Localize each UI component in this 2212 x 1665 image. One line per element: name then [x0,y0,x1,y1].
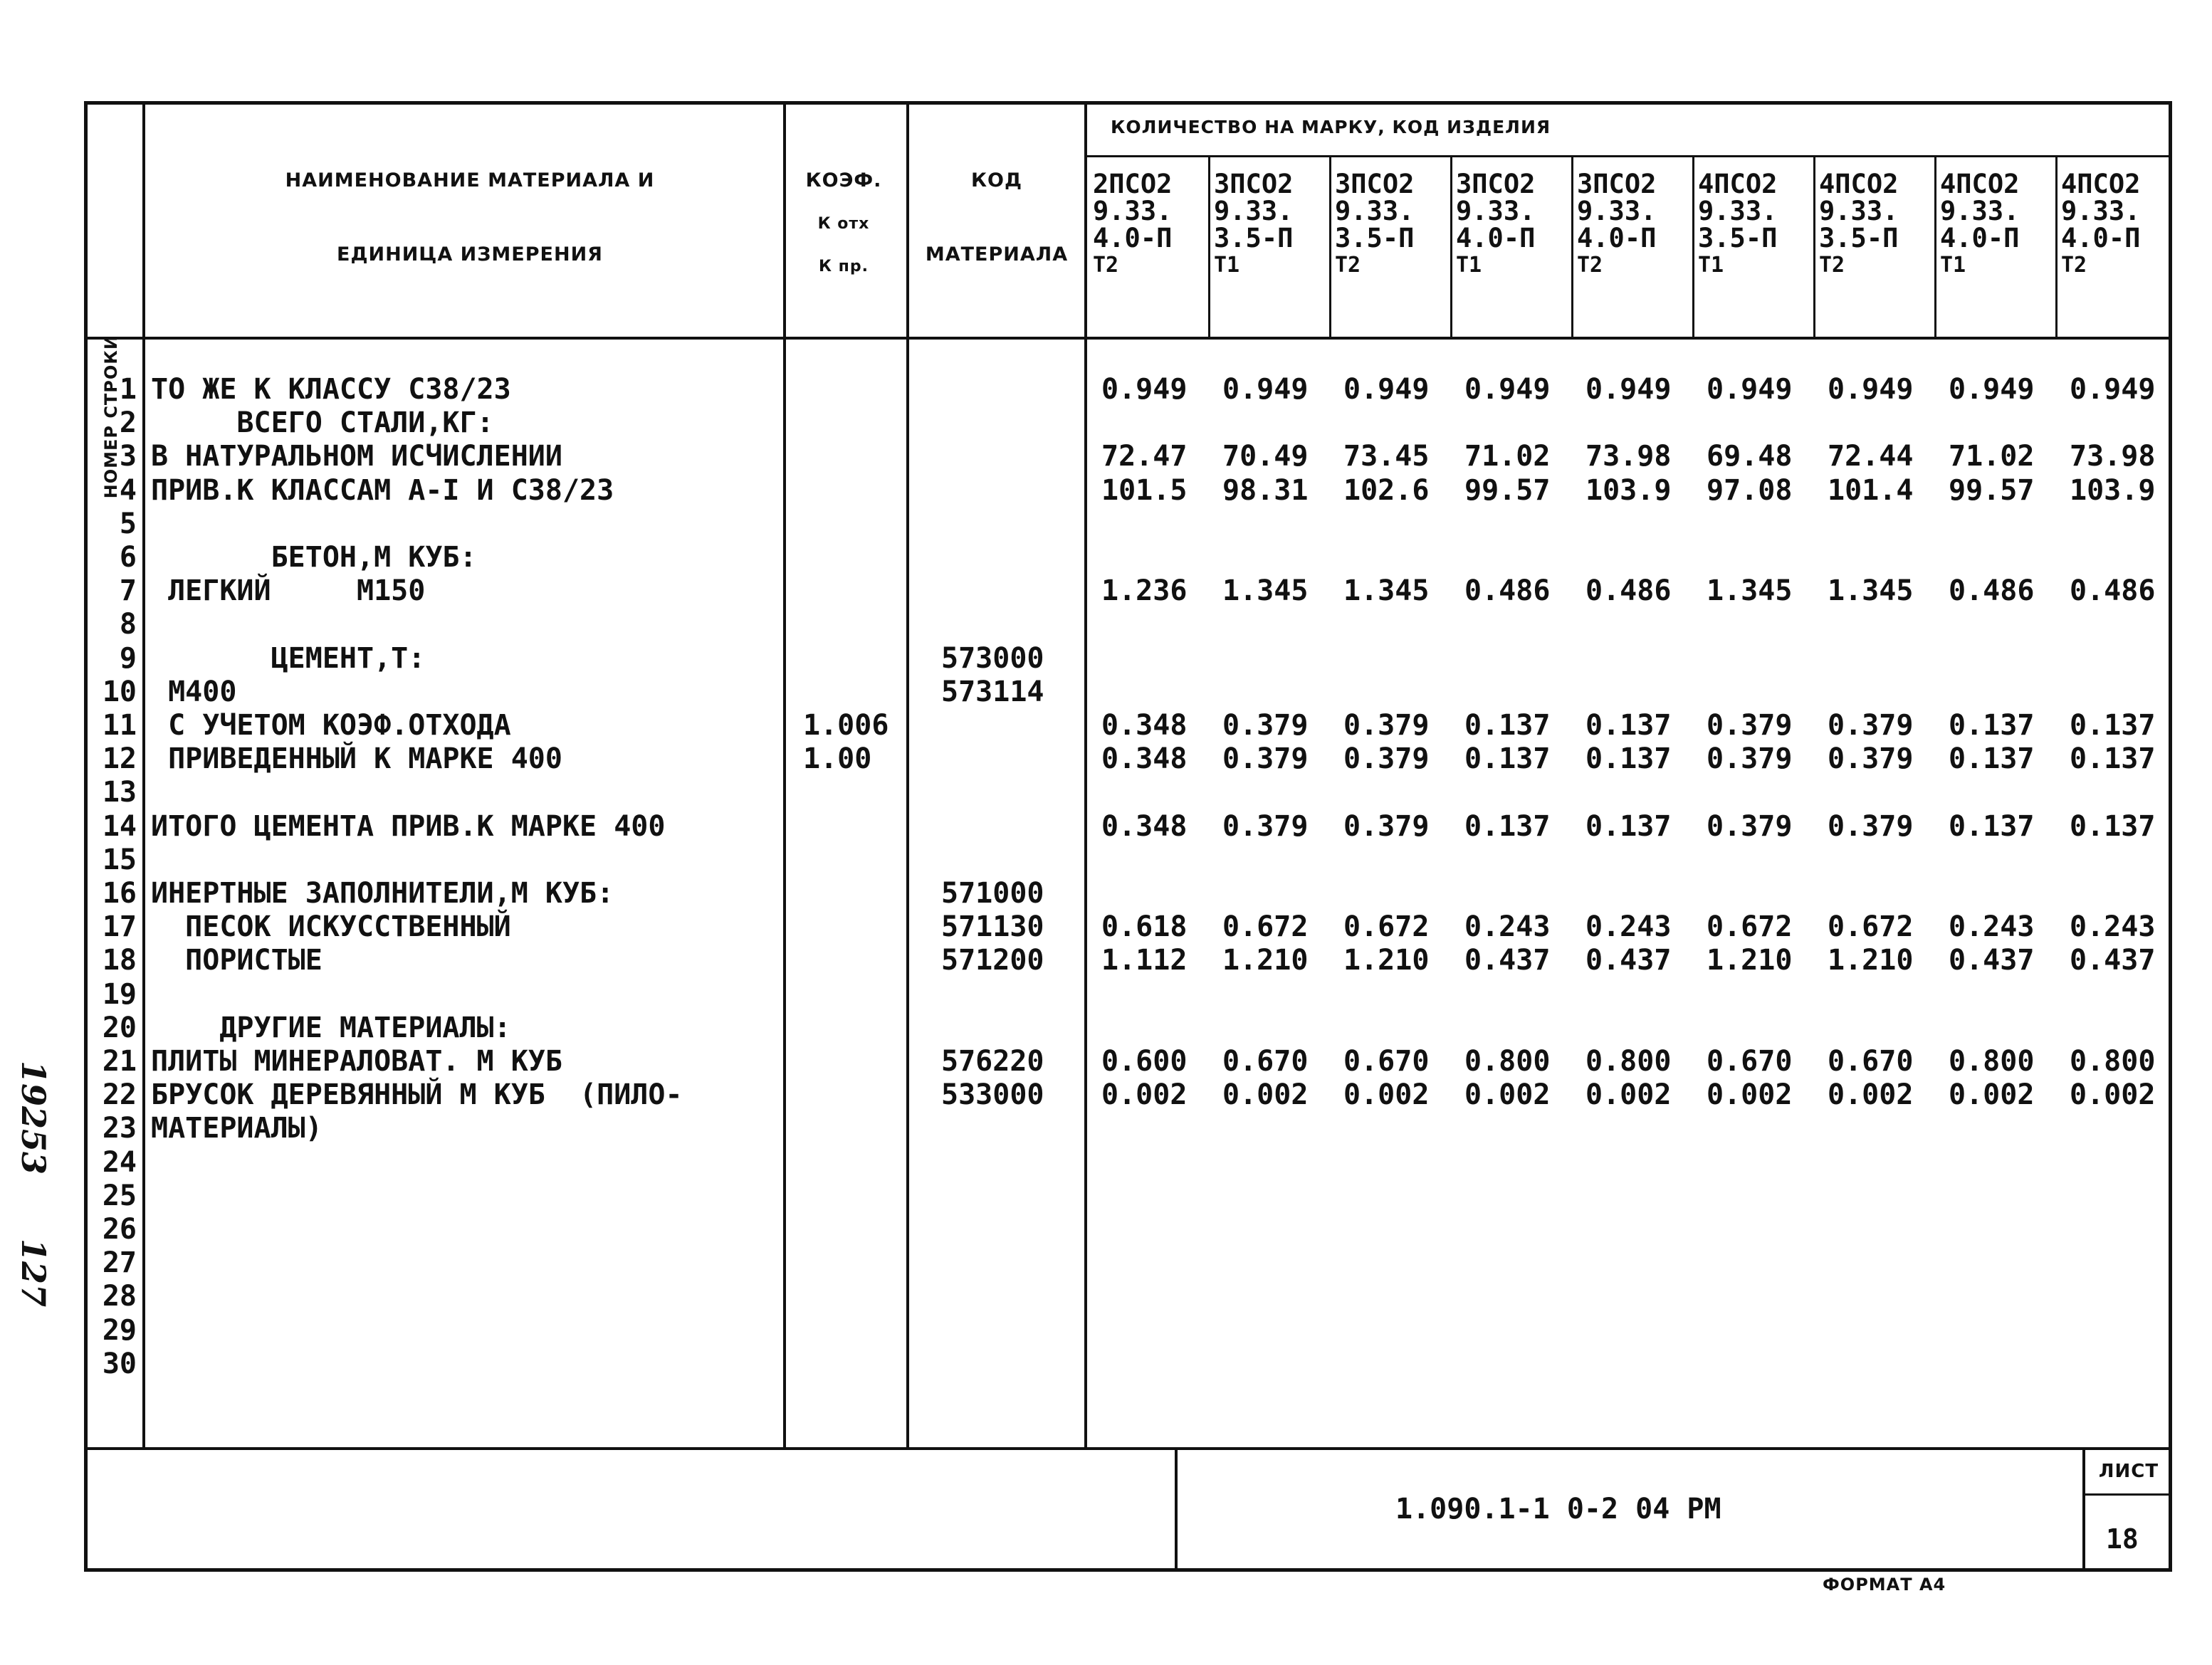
row-value: 69.48 [1707,440,1793,473]
row-value: 0.486 [1949,574,2035,608]
row-value: 72.47 [1101,440,1188,473]
row-value: 1.210 [1343,944,1430,977]
mark-header-line: 4ПСО2 [1940,169,2020,199]
row-coef: 1.006 [803,709,889,742]
row-value: 0.670 [1828,1045,1914,1078]
row-value: 1.112 [1101,944,1188,977]
row-value: 0.949 [1343,373,1430,406]
row-name: ПРИВ.К КЛАССАМ А-I И С38/23 [151,473,614,507]
row-value: 102.6 [1343,473,1430,507]
doc-code: 1.090.1-1 0-2 04 РМ [1395,1493,1721,1525]
row-name: ТО ЖЕ К КЛАССУ С38/23 [151,373,511,406]
row-number: 22 [102,1078,137,1112]
row-name: ИНЕРТНЫЕ ЗАПОЛНИТЕЛИ,М КУБ: [151,877,614,910]
row-number: 25 [102,1179,137,1212]
mark-header [1329,171,1453,279]
row-value: 0.670 [1707,1045,1793,1078]
row-value: 1.345 [1707,574,1793,608]
mark-header [1450,171,1574,279]
row-number: 2 [119,406,137,440]
row-number: 5 [119,507,137,540]
row-value: 0.949 [2070,373,2156,406]
row-value: 103.9 [1585,473,1672,507]
row-number: 17 [102,910,137,944]
mark-col-divider [1692,157,1694,337]
row-value: 0.379 [1707,709,1793,742]
mark-header [1208,171,1332,279]
row-number: 23 [102,1112,137,1145]
sheet-box-mid [2082,1493,2171,1496]
row-number: 6 [119,541,137,574]
row-value: 73.45 [1343,440,1430,473]
row-code: 571000 [941,877,1044,910]
row-number: 21 [102,1045,137,1078]
row-value: 0.379 [1343,742,1430,776]
row-value: 0.137 [1464,809,1551,843]
header-name-line2: ЕДИНИЦА ИЗМЕРЕНИЯ [337,243,603,266]
mark-header [1813,171,1937,279]
row-value: 0.672 [1343,910,1430,944]
row-number: 15 [102,843,137,876]
row-value: 0.486 [1464,574,1551,608]
side-page: 127 [14,1239,53,1308]
row-value: 0.137 [1949,809,2035,843]
row-value: 0.348 [1101,809,1188,843]
footer-divider [1175,1449,1178,1570]
row-number: 10 [102,675,137,708]
row-number: 1 [119,373,137,406]
frame-right [2169,101,2172,1572]
col-div-rownum [142,101,145,1449]
row-value: 0.243 [2070,910,2156,944]
row-value: 0.002 [1949,1078,2035,1112]
header-bottom-line [84,337,2171,340]
row-value: 0.486 [2070,574,2156,608]
row-value: 0.618 [1101,910,1188,944]
row-value: 71.02 [1949,440,2035,473]
row-number: 7 [119,574,137,608]
sheet-box-left [2082,1449,2085,1570]
row-name: ПРИВЕДЕННЫЙ К МАРКЕ 400 [151,742,562,776]
row-value: 0.137 [1464,742,1551,776]
row-value: 0.800 [1464,1045,1551,1078]
frame-bottom [84,1568,2171,1572]
row-value: 0.002 [1585,1078,1672,1112]
header-coef-line3: К пр. [819,258,869,275]
mark-header-line: 9.33. [1335,196,1415,226]
row-value: 0.437 [1949,944,2035,977]
row-value: 0.137 [1949,709,2035,742]
header-coef-line1: КОЭФ. [805,169,882,191]
row-code: 571130 [941,910,1044,944]
mark-header-line: 3.5-П [1214,223,1294,253]
mark-header-line: 9.33. [2061,196,2141,226]
row-value: 1.210 [1828,944,1914,977]
row-value: 0.949 [1101,373,1188,406]
row-value: 0.243 [1949,910,2035,944]
row-name: С УЧЕТОМ КОЭФ.ОТХОДА [151,709,511,742]
row-value: 0.379 [1343,809,1430,843]
row-value: 99.57 [1464,473,1551,507]
mark-header-line: 9.33. [1214,196,1294,226]
mark-header-line: 9.33. [1456,196,1536,226]
mark-header-line: Т2 [1335,253,1361,278]
row-value: 0.002 [2070,1078,2156,1112]
row-value: 0.672 [1828,910,1914,944]
row-value: 0.800 [1949,1045,2035,1078]
row-value: 0.137 [1585,809,1672,843]
mark-header-line: 4.0-П [1093,223,1173,253]
side-number: 19253 [14,1061,53,1175]
row-value: 0.437 [1585,944,1672,977]
row-number: 24 [102,1145,137,1179]
row-code: 571200 [941,944,1044,977]
mark-header [1571,171,1695,279]
mark-header [1934,171,2058,279]
row-value: 0.137 [1464,709,1551,742]
mark-header-line: 3.5-П [1335,223,1415,253]
row-code: 573000 [941,641,1044,675]
row-value: 1.345 [1828,574,1914,608]
row-value: 0.137 [1949,742,2035,776]
row-value: 0.437 [1464,944,1551,977]
header-rownum: НОМЕР СТРОКИ [101,335,121,499]
row-number: 8 [119,608,137,641]
row-value: 0.670 [1343,1045,1430,1078]
row-value: 70.49 [1222,440,1309,473]
row-value: 103.9 [2070,473,2156,507]
row-value: 0.002 [1343,1078,1430,1112]
row-value: 0.348 [1101,709,1188,742]
mark-header-line: 4ПСО2 [2061,169,2141,199]
mark-header-line: 3.5-П [1698,223,1778,253]
frame-top [84,101,2171,105]
mark-col-divider [1934,157,1936,337]
mark-col-divider [2055,157,2058,337]
row-value: 1.236 [1101,574,1188,608]
row-value: 0.243 [1464,910,1551,944]
row-value: 0.002 [1464,1078,1551,1112]
mark-header-line: 4ПСО2 [1698,169,1778,199]
quantity-title: КОЛИЧЕСТВО НА МАРКУ, КОД ИЗДЕЛИЯ [1111,117,1551,137]
header-coef-line2: К отх [817,215,870,233]
row-number: 4 [119,473,137,507]
mark-header-line: 4.0-П [1456,223,1536,253]
row-value: 0.486 [1585,574,1672,608]
row-value: 73.98 [1585,440,1672,473]
col-div-coef [906,101,909,1449]
mark-col-divider [1571,157,1573,337]
row-value: 0.137 [1585,709,1672,742]
row-value: 0.002 [1828,1078,1914,1112]
mark-header-line: 9.33. [1819,196,1899,226]
row-name: БРУСОК ДЕРЕВЯННЫЙ М КУБ (ПИЛО- [151,1078,683,1112]
mark-header-line: Т2 [1819,253,1845,278]
row-name: ВСЕГО СТАЛИ,КГ: [151,406,494,440]
row-name: ИТОГО ЦЕМЕНТА ПРИВ.К МАРКЕ 400 [151,809,666,843]
row-value: 0.379 [1707,742,1793,776]
mark-header-line: Т1 [1456,253,1482,278]
row-number: 13 [102,776,137,809]
row-value: 0.672 [1222,910,1309,944]
row-name: ПОРИСТЫЕ [151,944,323,977]
col-div-code [1084,101,1087,1449]
mark-header-line: 4.0-П [1940,223,2020,253]
row-value: 0.670 [1222,1045,1309,1078]
row-number: 11 [102,709,137,742]
mark-header-line: 3ПСО2 [1214,169,1294,199]
mark-header-line: 9.33. [1093,196,1173,226]
row-value: 0.672 [1707,910,1793,944]
table-bottom-line [84,1447,2171,1450]
row-value: 0.437 [2070,944,2156,977]
mark-header-line: 9.33. [1940,196,2020,226]
row-value: 0.600 [1101,1045,1188,1078]
mark-header-line: Т2 [2061,253,2087,278]
row-value: 71.02 [1464,440,1551,473]
row-number: 29 [102,1313,137,1347]
row-number: 14 [102,809,137,843]
row-code: 533000 [941,1078,1044,1112]
row-value: 0.137 [2070,742,2156,776]
row-value: 0.002 [1222,1078,1309,1112]
row-number: 18 [102,944,137,977]
row-value: 1.210 [1222,944,1309,977]
mark-header-line: 2ПСО2 [1093,169,1173,199]
row-coef: 1.00 [803,742,872,776]
sheet-label: ЛИСТ [2098,1461,2159,1482]
row-value: 0.002 [1707,1078,1793,1112]
mark-header-line: 4ПСО2 [1819,169,1899,199]
mark-header [2055,171,2179,279]
row-value: 72.44 [1828,440,1914,473]
row-value: 0.379 [1222,709,1309,742]
row-value: 1.345 [1343,574,1430,608]
mark-header-line: 4.0-П [1577,223,1657,253]
mark-header-line: 4.0-П [2061,223,2141,253]
header-code-line1: КОД [970,169,1023,191]
row-value: 0.949 [1828,373,1914,406]
row-value: 0.949 [1222,373,1309,406]
row-value: 0.379 [1343,709,1430,742]
row-value: 73.98 [2070,440,2156,473]
mark-header-line: Т1 [1940,253,1966,278]
row-number: 16 [102,877,137,910]
quantity-title-line [1084,155,2171,157]
row-value: 0.002 [1101,1078,1188,1112]
row-value: 0.137 [2070,709,2156,742]
row-number: 19 [102,977,137,1011]
mark-header-line: 9.33. [1698,196,1778,226]
mark-header-line: Т2 [1577,253,1603,278]
row-number: 27 [102,1246,137,1280]
row-value: 0.800 [1585,1045,1672,1078]
row-name: ПЛИТЫ МИНЕРАЛОВАТ. М КУБ [151,1045,562,1078]
row-number: 3 [119,440,137,473]
mark-header-line: 3ПСО2 [1456,169,1536,199]
row-value: 98.31 [1222,473,1309,507]
row-value: 97.08 [1707,473,1793,507]
row-value: 0.379 [1222,809,1309,843]
row-value: 0.949 [1949,373,2035,406]
row-name: ЦЕМЕНТ,Т: [151,641,426,675]
row-number: 20 [102,1011,137,1044]
col-div-name [783,101,786,1449]
row-value: 1.210 [1707,944,1793,977]
row-value: 0.379 [1707,809,1793,843]
mark-header-line: Т2 [1093,253,1119,278]
mark-col-divider [1450,157,1452,337]
mark-header [1692,171,1816,279]
row-value: 101.5 [1101,473,1188,507]
mark-header-line: 3ПСО2 [1577,169,1657,199]
format-label: ФОРМАТ А4 [1823,1575,1946,1595]
row-value: 0.800 [2070,1045,2156,1078]
row-number: 28 [102,1280,137,1313]
row-name: МАТЕРИАЛЫ) [151,1112,323,1145]
header-name-line1: НАИМЕНОВАНИЕ МАТЕРИАЛА И [285,169,655,191]
row-name: В НАТУРАЛЬНОМ ИСЧИСЛЕНИИ [151,440,562,473]
row-code: 576220 [941,1045,1044,1078]
row-value: 0.379 [1828,809,1914,843]
row-number: 12 [102,742,137,776]
row-name: БЕТОН,М КУБ: [151,541,477,574]
row-value: 0.949 [1707,373,1793,406]
row-name: ДРУГИЕ МАТЕРИАЛЫ: [151,1011,511,1044]
sheet-number: 18 [2106,1523,2139,1555]
row-value: 0.348 [1101,742,1188,776]
mark-header-line: 9.33. [1577,196,1657,226]
row-value: 0.949 [1585,373,1672,406]
row-value: 0.137 [1585,742,1672,776]
row-value: 0.137 [2070,809,2156,843]
mark-header-line: Т1 [1214,253,1240,278]
row-code: 573114 [941,675,1044,708]
mark-header [1087,171,1211,279]
mark-col-divider [1208,157,1210,337]
mark-header-line: Т1 [1698,253,1724,278]
row-value: 0.949 [1464,373,1551,406]
row-value: 99.57 [1949,473,2035,507]
row-name: М400 [151,675,237,708]
mark-header-line: 3.5-П [1819,223,1899,253]
mark-col-divider [1813,157,1815,337]
row-number: 26 [102,1213,137,1246]
row-value: 0.379 [1222,742,1309,776]
row-value: 1.345 [1222,574,1309,608]
row-name: ЛЕГКИЙ М150 [151,574,426,608]
row-value: 0.379 [1828,742,1914,776]
row-name: ПЕСОК ИСКУССТВЕННЫЙ [151,910,511,944]
row-value: 0.243 [1585,910,1672,944]
mark-col-divider [1329,157,1331,337]
header-code-line2: МАТЕРИАЛА [925,243,1069,266]
row-value: 0.379 [1828,709,1914,742]
row-number: 9 [119,641,137,675]
mark-header-line: 3ПСО2 [1335,169,1415,199]
row-value: 101.4 [1828,473,1914,507]
row-number: 30 [102,1347,137,1380]
